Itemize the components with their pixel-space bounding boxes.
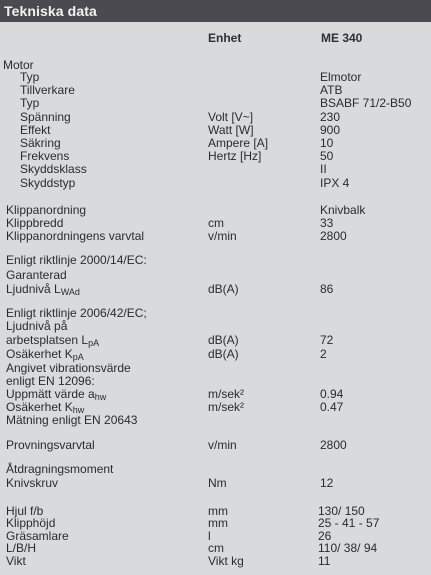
- spec-label: Ljudnivå på: [6, 319, 68, 333]
- spec-value: 2: [320, 347, 327, 361]
- page-title: Tekniska data: [4, 3, 97, 19]
- spec-label: Klippanordning: [6, 203, 87, 217]
- spec-label: Osäkerhet $K_{hw}$: [6, 400, 85, 415]
- spec-label: Hjul f/b: [6, 504, 44, 518]
- subscript: pA: [88, 338, 100, 348]
- spec-value: 33: [320, 216, 334, 230]
- spec-unit: Volt [V~]: [208, 110, 254, 124]
- spec-unit: Watt [W]: [208, 123, 254, 137]
- spec-unit: mm: [208, 516, 228, 530]
- spec-unit: v/min: [208, 438, 237, 452]
- spec-label: Spänning: [20, 110, 71, 124]
- subscript: WAd: [60, 287, 80, 297]
- spec-unit: dB(A): [208, 347, 239, 361]
- spec-label: Tillverkare: [20, 83, 75, 97]
- spec-label: Knivskruv: [6, 476, 59, 490]
- header-bar: [0, 0, 431, 22]
- spec-label: Gräsamlare: [6, 529, 69, 543]
- subscript: hw: [72, 405, 85, 415]
- spec-unit: Vikt kg: [208, 554, 244, 568]
- spec-unit: Nm: [208, 476, 227, 490]
- spec-label: Skyddsklass: [20, 162, 87, 176]
- spec-unit: dB(A): [208, 282, 239, 296]
- spec-value: 2800: [320, 229, 347, 243]
- spec-label: Ljudnivå $L_{WAd}$: [6, 282, 80, 297]
- spec-label: Klippanordningens varvtal: [6, 229, 145, 243]
- spec-unit: mm: [208, 504, 228, 518]
- spec-unit: dB(A): [208, 333, 239, 347]
- spec-value: 130/ 150: [318, 504, 365, 518]
- spec-label: Effekt: [20, 123, 51, 137]
- subscript: pA: [72, 352, 84, 362]
- spec-label: L/B/H: [6, 541, 37, 555]
- spec-value: 230: [320, 110, 341, 124]
- spec-label: Klipphöjd: [6, 516, 56, 530]
- spec-value: 50: [320, 149, 334, 163]
- subscript: hw: [94, 392, 107, 402]
- spec-value: 26: [318, 529, 332, 543]
- spec-value: 11: [318, 554, 331, 568]
- model-column-header: ME 340: [321, 31, 363, 45]
- spec-label: Mätning enligt EN 20643: [6, 413, 138, 427]
- spec-value: IPX 4: [320, 176, 350, 190]
- spec-label: Vikt: [6, 554, 26, 568]
- spec-label: Klippbredd: [6, 216, 64, 230]
- spec-value: ATB: [320, 83, 343, 97]
- spec-unit: cm: [208, 541, 224, 555]
- spec-label: Motor: [3, 58, 34, 72]
- spec-unit: cm: [208, 216, 224, 230]
- spec-label: Frekvens: [20, 149, 70, 163]
- spec-label: Typ: [20, 96, 40, 110]
- spec-label: Enligt riktlinje 2000/14/EC:: [6, 253, 147, 267]
- spec-value: 110/ 38/ 94: [318, 541, 378, 555]
- spec-label: Angivet vibrationsvärde: [6, 361, 131, 375]
- spec-value: 10: [320, 136, 334, 150]
- spec-label: Garanterad: [6, 268, 67, 282]
- spec-value: 86: [320, 282, 334, 296]
- spec-label: Enligt riktlinje 2006/42/EC;: [6, 306, 147, 320]
- spec-label: enligt EN 12096:: [6, 374, 95, 388]
- spec-value: Knivbalk: [320, 203, 366, 217]
- spec-value: 72: [320, 333, 334, 347]
- spec-unit: m/sek²: [208, 400, 244, 414]
- spec-unit: Ampere [A]: [208, 136, 269, 150]
- spec-label: Osäkerhet $K_{pA}$: [6, 347, 84, 362]
- spec-label: Uppmätt värde $a_{hw}$: [6, 387, 107, 402]
- spec-label: Typ: [20, 70, 40, 84]
- spec-value: 12: [320, 476, 334, 490]
- spec-value: 0.94: [320, 387, 344, 401]
- spec-value: II: [320, 162, 327, 176]
- spec-value: 25 - 41 - 57: [318, 516, 380, 530]
- spec-unit: l: [208, 529, 211, 543]
- spec-value: 0.47: [320, 400, 344, 414]
- spec-unit: v/min: [208, 229, 237, 243]
- spec-label: Provningsvarvtal: [6, 438, 95, 452]
- spec-label: Skyddstyp: [20, 176, 76, 190]
- spec-unit: Hertz [Hz]: [208, 149, 262, 163]
- spec-value: BSABF 71/2-B50: [320, 96, 412, 110]
- spec-value: 2800: [320, 438, 347, 452]
- spec-label: Åtdragningsmoment: [6, 462, 114, 476]
- spec-unit: m/sek²: [208, 387, 244, 401]
- spec-label: arbetsplatsen $L_{pA}$: [6, 333, 100, 348]
- spec-value: Elmotor: [320, 70, 362, 84]
- unit-column-header: Enhet: [208, 31, 242, 45]
- spec-value: 900: [320, 123, 341, 137]
- spec-label: Säkring: [20, 136, 61, 150]
